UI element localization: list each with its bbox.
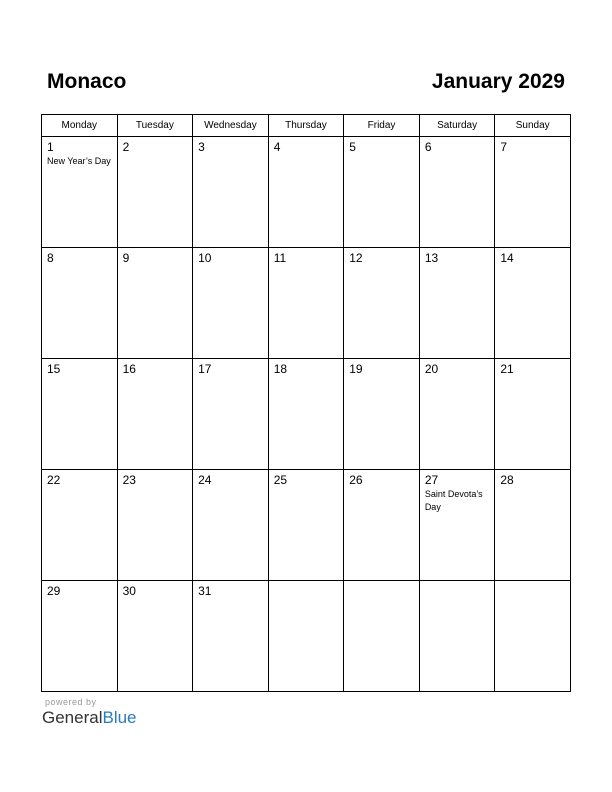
- day-number: 11: [273, 251, 287, 265]
- day-cell: [193, 581, 269, 692]
- day-number: 1: [47, 140, 54, 154]
- day-number: 29: [47, 584, 61, 598]
- day-number: 14: [500, 251, 514, 265]
- day-cell: [344, 359, 420, 470]
- day-cell: [344, 248, 420, 359]
- day-cell: [344, 470, 420, 581]
- day-number: 3: [198, 140, 205, 154]
- day-cell: [419, 137, 495, 248]
- generalblue-logo[interactable]: [42, 708, 137, 728]
- week-row: [42, 137, 571, 248]
- empty-day-cell: [268, 581, 344, 692]
- weekday-thursday: Thursday: [268, 115, 344, 137]
- day-cell: [419, 359, 495, 470]
- day-number: 2: [122, 140, 130, 154]
- week-row: [42, 470, 571, 581]
- day-cell: [193, 470, 269, 581]
- day-number: 7: [500, 140, 508, 154]
- day-number: [420, 581, 495, 585]
- day-number: 9: [122, 251, 130, 265]
- day-number: 6: [424, 140, 432, 154]
- day-cell: [268, 359, 344, 470]
- weekday-tuesday: Tuesday: [117, 115, 193, 137]
- day-cell: [268, 137, 344, 248]
- day-cell: [117, 581, 193, 692]
- day-number: 18: [273, 362, 288, 376]
- day-number: 30: [122, 584, 136, 598]
- day-cell: [117, 137, 193, 248]
- day-number: 19: [349, 362, 363, 376]
- day-number: 31: [198, 584, 212, 598]
- day-cell: [268, 248, 344, 359]
- day-cell: [495, 359, 571, 470]
- day-number: 27: [424, 473, 439, 487]
- day-number: 28: [500, 473, 514, 487]
- day-number: 10: [198, 251, 212, 265]
- day-cell: [117, 470, 193, 581]
- day-number: 21: [500, 362, 514, 376]
- day-number: 23: [122, 473, 136, 487]
- day-number: 5: [349, 140, 356, 154]
- weekday-wednesday: Wednesday: [193, 115, 269, 137]
- empty-day-cell: [419, 581, 495, 692]
- week-row: [42, 248, 571, 359]
- day-number: 26: [349, 473, 363, 487]
- weekday-sunday: Sunday: [495, 115, 571, 137]
- day-cell: [193, 359, 269, 470]
- day-cell: [419, 248, 495, 359]
- month-year-title: January 2029: [431, 70, 565, 93]
- weekday-saturday: Saturday: [419, 115, 495, 137]
- day-number: 4: [273, 140, 281, 154]
- day-cell: [495, 470, 571, 581]
- day-number: [495, 581, 570, 585]
- day-number: 22: [47, 473, 61, 487]
- calendar-grid: [41, 114, 571, 692]
- day-cell: [419, 470, 495, 581]
- holiday-label: New Year’s Day: [47, 156, 111, 166]
- empty-day-cell: [495, 581, 571, 692]
- day-cell: [495, 137, 571, 248]
- day-number: 15: [47, 362, 61, 376]
- day-number: 24: [198, 473, 212, 487]
- weekday-friday: Friday: [344, 115, 420, 137]
- day-cell: [42, 248, 118, 359]
- day-cell: [42, 581, 118, 692]
- day-cell: [42, 137, 118, 248]
- week-row: [42, 359, 571, 470]
- day-cell: [193, 248, 269, 359]
- week-row: [42, 581, 571, 692]
- day-number: [344, 581, 419, 585]
- weekday-header-row: [42, 115, 571, 137]
- country-title: Monaco: [47, 70, 127, 93]
- day-cell: [268, 470, 344, 581]
- day-cell: [117, 248, 193, 359]
- powered-by-text: powered by: [45, 697, 97, 707]
- day-cell: [344, 137, 420, 248]
- day-number: 20: [424, 362, 439, 376]
- day-cell: [495, 248, 571, 359]
- brand-blue-text: Blue: [102, 708, 137, 727]
- day-number: 25: [273, 473, 288, 487]
- holiday-label: Saint Devota’s Day: [424, 489, 483, 512]
- day-number: 8: [47, 251, 54, 265]
- day-cell: [117, 359, 193, 470]
- day-number: [269, 581, 344, 585]
- day-number: 12: [349, 251, 363, 265]
- day-number: 16: [122, 362, 136, 376]
- day-number: 13: [424, 251, 439, 265]
- day-number: 17: [198, 362, 212, 376]
- day-cell: [42, 470, 118, 581]
- day-cell: [42, 359, 118, 470]
- brand-general-text: General: [42, 708, 103, 727]
- weekday-monday: Monday: [42, 115, 118, 137]
- day-cell: [193, 137, 269, 248]
- empty-day-cell: [344, 581, 420, 692]
